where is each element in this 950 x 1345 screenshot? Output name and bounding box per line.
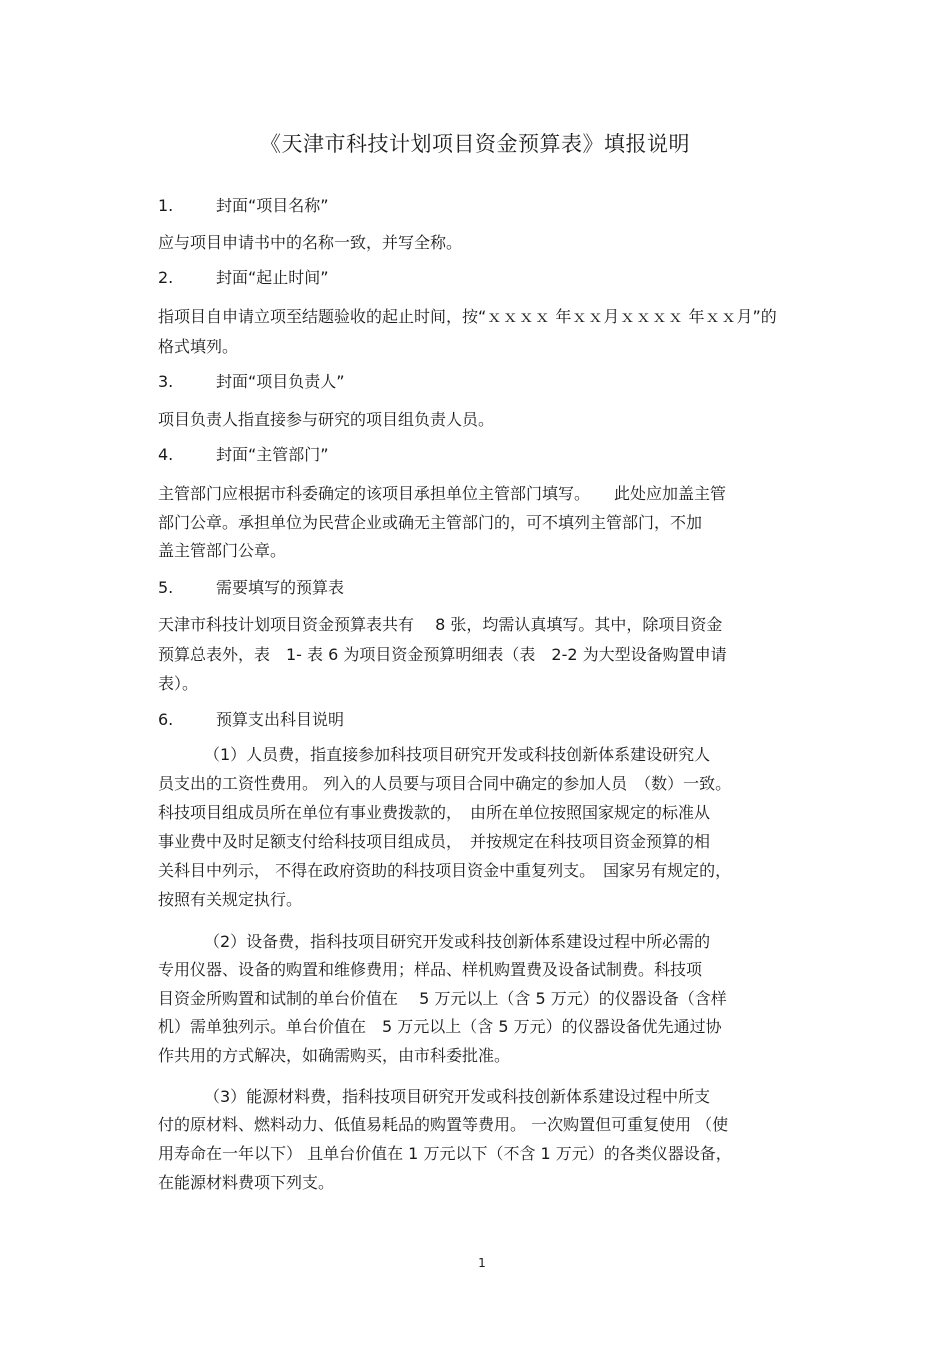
body-line: 格式填列。 — [158, 337, 239, 356]
body-line: 机）需单独列示。单台价值在 5 万元以上（含 5 万元）的仪器设备优先通过协 — [158, 1017, 722, 1036]
body-line: 事业费中及时足额支付给科技项目组成员， 并按规定在科技项目资金预算的相 — [158, 832, 711, 851]
section-number: 1. — [158, 196, 174, 215]
body-line: （2）设备费，指科技项目研究开发或科技创新体系建设过程中所必需的 — [204, 932, 711, 951]
section-heading — [158, 372, 345, 392]
section-heading — [158, 268, 329, 288]
body-line: 目资金所购置和试制的单台价值在 5 万元以上（含 5 万元）的仪器设备（含样 — [158, 989, 727, 1008]
body-line: 天津市科技计划项目资金预算表共有 8 张，均需认真填写。其中，除项目资金 — [158, 615, 723, 634]
section-heading — [158, 710, 344, 730]
section-heading — [158, 196, 329, 216]
section-number: 2. — [158, 268, 174, 287]
section-number: 6. — [158, 710, 174, 729]
body-line: 部门公章。承担单位为民营企业或确无主管部门的，可不填列主管部门，不加 — [158, 513, 703, 532]
body-line: 预算总表外，表 1- 表 6 为项目资金预算明细表（表 2-2 为大型设备购置申请 — [158, 645, 727, 664]
section-title: 封面“项目名称” — [216, 196, 329, 215]
body-line: 表）。 — [158, 674, 199, 693]
section-number: 5. — [158, 578, 174, 597]
body-line: 项目负责人指直接参与研究的项目组负责人员。 — [158, 410, 495, 429]
section-title: 封面“项目负责人” — [216, 372, 345, 391]
body-line: 专用仪器、设备的购置和维修费用；样品、样机购置费及设备试制费。科技项 — [158, 960, 703, 979]
body-line: 主管部门应根据市科委确定的该项目承担单位主管部门填写。 此处应加盖主管 — [158, 484, 727, 503]
section-title: 封面“起止时间” — [216, 268, 329, 287]
body-line: 科技项目组成员所在单位有事业费拨款的， 由所在单位按照国家规定的标准从 — [158, 803, 711, 822]
body-line: 在能源材料费项下列支。 — [158, 1173, 335, 1192]
section-number: 3. — [158, 372, 174, 391]
body-line: （1）人员费，指直接参加科技项目研究开发或科技创新体系建设研究人 — [204, 745, 711, 764]
section-title: 封面“主管部门” — [216, 445, 329, 464]
section-heading — [158, 445, 329, 465]
section-title: 需要填写的预算表 — [216, 578, 345, 597]
body-line: 员支出的工资性费用。 列入的人员要与项目合同中确定的参加人员 （数）一致。 — [158, 774, 732, 793]
body-line: （3）能源材料费，指科技项目研究开发或科技创新体系建设过程中所支 — [204, 1087, 711, 1106]
body-line: 付的原材料、燃料动力、低值易耗品的购置等费用。 一次购置但可重复使用 （使 — [158, 1115, 729, 1134]
body-line: 指项目自申请立项至结题验收的起止时间，按“ｘｘｘｘ 年ｘｘ月ｘｘｘｘ 年ｘｘ月”的 — [158, 307, 777, 326]
body-line: 按照有关规定执行。 — [158, 890, 303, 909]
body-line: 关科目中列示， 不得在政府资助的科技项目资金中重复列支。 国家另有规定的， — [158, 861, 732, 880]
body-line: 作共用的方式解决，如确需购买，由市科委批准。 — [158, 1046, 511, 1065]
section-heading — [158, 578, 344, 598]
section-title: 预算支出科目说明 — [216, 710, 345, 729]
body-line: 应与项目申请书中的名称一致，并写全称。 — [158, 233, 463, 252]
section-number: 4. — [158, 445, 174, 464]
page-title: 《天津市科技计划项目资金预算表》填报说明 — [260, 132, 690, 156]
body-line: 用寿命在一年以下） 且单台价值在 1 万元以下（不含 1 万元）的各类仪器设备， — [158, 1144, 732, 1163]
body-line: 盖主管部门公章。 — [158, 541, 287, 560]
page-number: 1 — [478, 1256, 486, 1270]
